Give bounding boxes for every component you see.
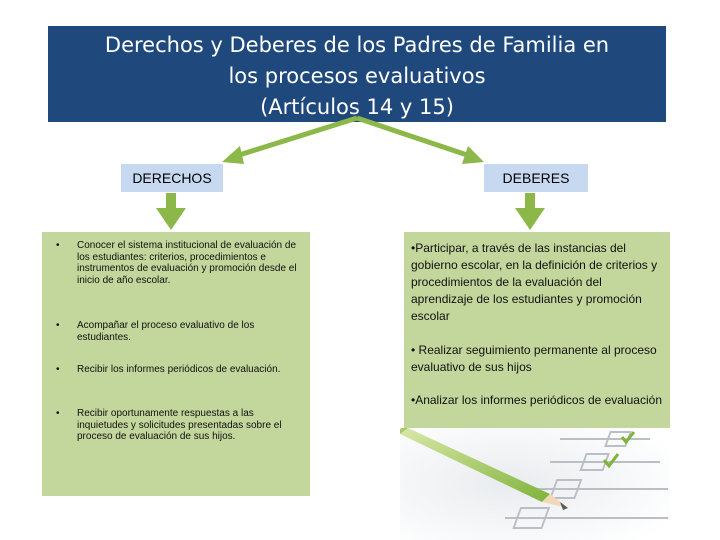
title-line-2: los procesos evaluativos bbox=[228, 64, 486, 88]
bullet-icon: • bbox=[56, 364, 60, 375]
derechos-item-text: Conocer el sistema institucional de evaluación de los estudiantes: criterios, procedimientos e instrumentos de evaluación y promoción desde el inicio de año escolar. bbox=[77, 240, 297, 286]
title-line-1: Derechos y Deberes de los Padres de Familia en bbox=[104, 33, 610, 57]
deberes-panel bbox=[404, 232, 670, 428]
derechos-label: DERECHOS bbox=[121, 164, 223, 192]
derechos-item-text: Acompañar el proceso evaluativo de los estudiantes. bbox=[77, 320, 255, 343]
deberes-item: •Participar, a través de las instancias del gobierno escolar, en la definición de criterios y procedimientos de la evaluación del aprendizaje de los estudiantes y promoción escolar bbox=[411, 241, 658, 323]
pencil-checklist-illustration bbox=[400, 428, 670, 540]
arrow-to-deberes bbox=[357, 118, 484, 164]
deberes-label: DEBERES bbox=[484, 164, 588, 192]
arrow-to-derechos bbox=[222, 118, 357, 164]
derechos-item-text: Recibir oportunamente respuestas a las inquietudes y solicitudes presentadas sobre el proceso de evaluación de sus hijos. bbox=[77, 408, 282, 442]
arrow-derechos-down bbox=[156, 193, 186, 230]
derechos-panel bbox=[42, 232, 310, 496]
arrow-deberes-down bbox=[515, 193, 545, 230]
deberes-item: •Analizar los informes periódicos de evaluación bbox=[411, 393, 662, 407]
deberes-item: • Realizar seguimiento permanente al proceso evaluativo de sus hijos bbox=[411, 343, 657, 374]
derechos-item-text: Recibir los informes periódicos de evaluación. bbox=[77, 364, 281, 375]
title-line-3: (Artículos 14 y 15) bbox=[260, 95, 454, 119]
bullet-icon: • bbox=[56, 240, 60, 251]
bullet-icon: • bbox=[56, 408, 60, 419]
bullet-icon: • bbox=[56, 320, 60, 331]
